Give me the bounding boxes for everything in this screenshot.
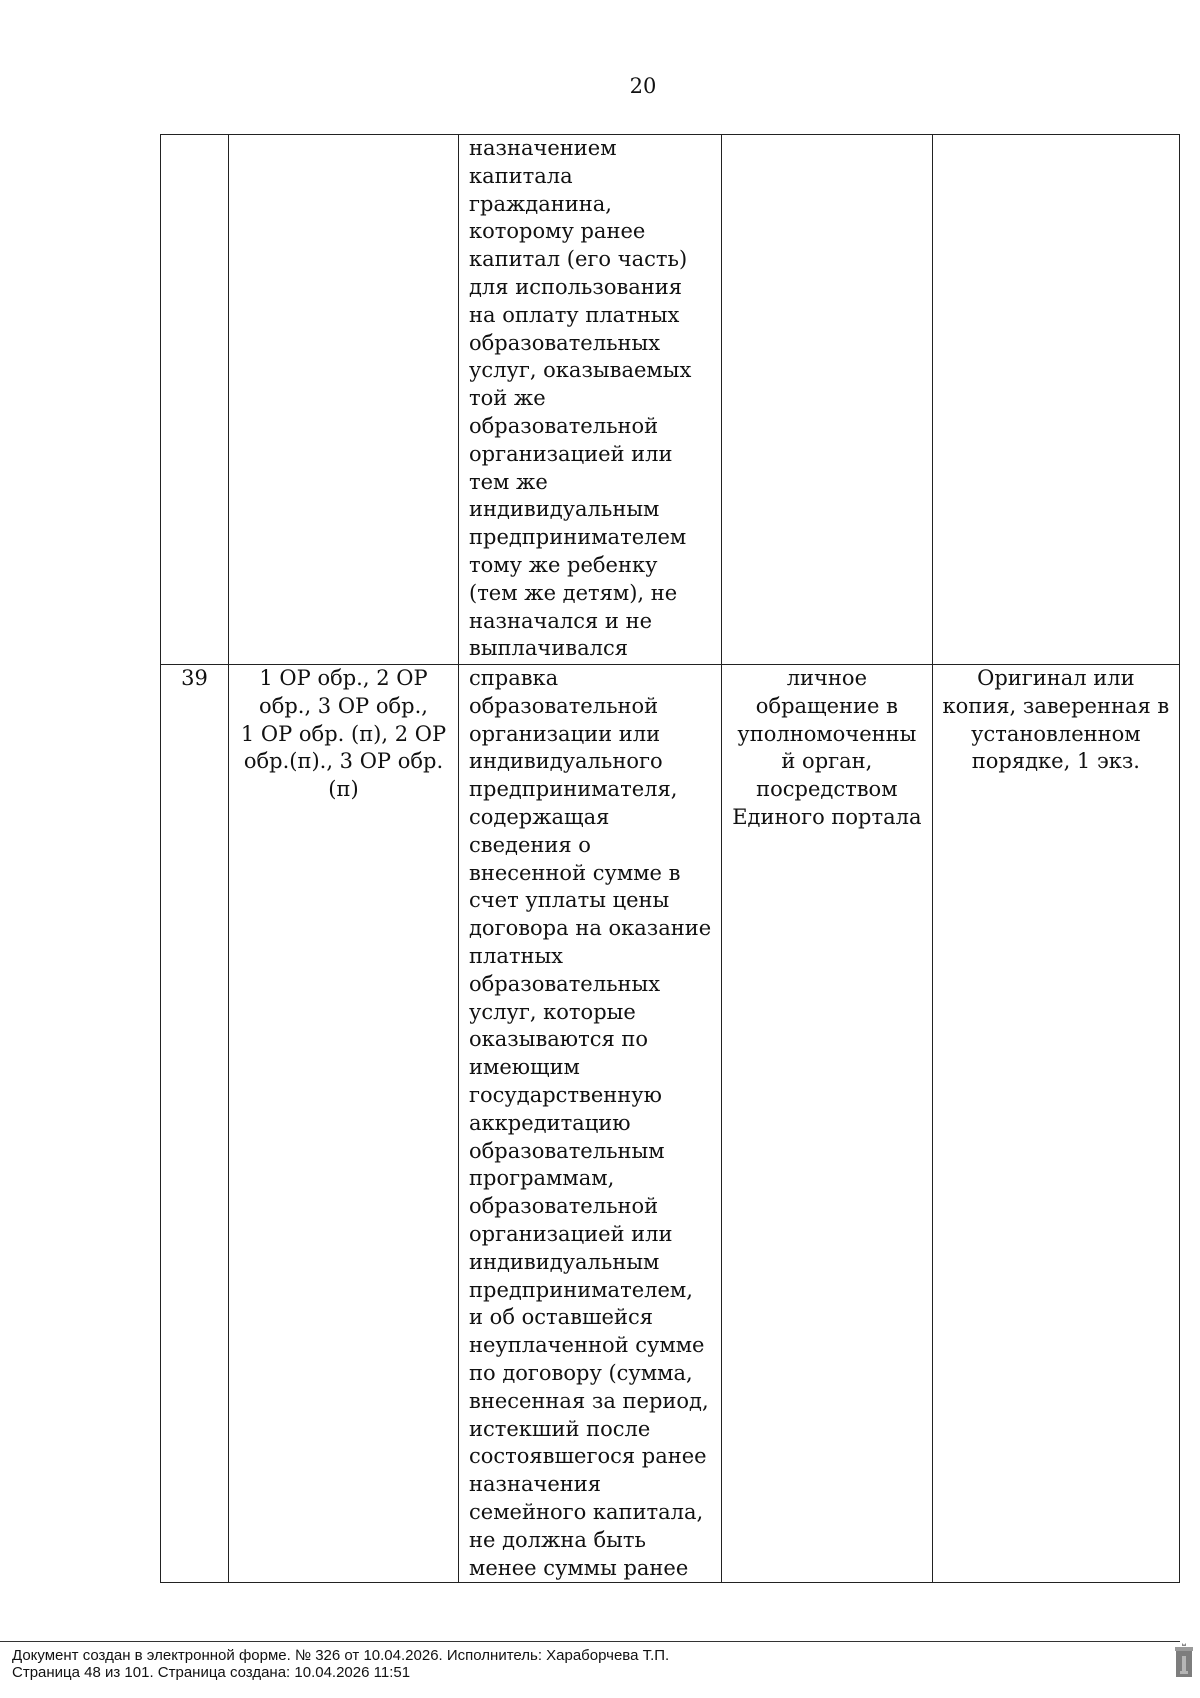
document-text-line: (тем же детям), не [469, 580, 678, 605]
document-text-line: оказываются по [469, 1027, 649, 1052]
document-text-line: семейного капитала, [469, 1499, 704, 1524]
form-text-line: установленном [971, 721, 1141, 746]
footer-line-page: Страница 48 из 101. Страница создана: 10.04.2026 11:51 [12, 1664, 411, 1681]
document-text-line: менее суммы ранее [469, 1555, 689, 1580]
document-text-line: тем же [469, 469, 548, 494]
codes-cell [229, 665, 459, 1583]
document-text-line: капитал (его часть) [469, 247, 688, 272]
submission-method-cell [722, 135, 932, 665]
document-text-line: сведения о [469, 832, 591, 857]
document-text-line: справка [469, 666, 559, 690]
document-text-line: индивидуальным [469, 497, 660, 522]
document-text-line: образовательной [469, 1194, 659, 1219]
document-text-line: по договору (сумма, [469, 1360, 693, 1385]
document-text-line: имеющим [469, 1055, 580, 1080]
document-text-line: индивидуального [469, 749, 663, 774]
table-row [161, 665, 1180, 1583]
document-text-line: содержащая [469, 804, 610, 829]
form-text-line: порядке, 1 экз. [971, 749, 1140, 774]
codes-text-line: обр., 3 ОР обр., [259, 693, 428, 718]
form-text-line: Оригинал или [977, 666, 1135, 690]
document-form-cell [932, 665, 1180, 1583]
document-text-line: образовательной [469, 693, 659, 718]
row-number-cell: 39 [161, 665, 229, 1583]
submission-method-cell [722, 665, 932, 1583]
document-text-line: гражданина, [469, 191, 612, 216]
submission-text-line: личное [786, 666, 867, 690]
document-text-line: внесенная за период, [469, 1388, 709, 1413]
document-text-line: истекший после [469, 1416, 651, 1441]
document-text-line: предпринимателем [469, 525, 687, 550]
table-row [161, 135, 1180, 665]
document-text-line: выплачивался [469, 636, 628, 661]
form-text-line: копия, заверенная в [942, 693, 1170, 718]
document-text-line: государственную [469, 1082, 662, 1107]
document-text-line: образовательным [469, 1138, 665, 1163]
document-text-line: программам, [469, 1166, 615, 1191]
submission-text-line: посредством [756, 777, 898, 802]
document-text-line: не должна быть [469, 1527, 646, 1552]
submission-text-line: уполномоченны [737, 721, 917, 746]
document-text-line: организацией или [469, 441, 673, 466]
document-text-line: назначался и не [469, 608, 653, 633]
row-number-cell [161, 135, 229, 665]
document-text-line: предпринимателя, [469, 777, 678, 802]
document-text-line: организации или [469, 721, 661, 746]
document-text-line: услуг, оказываемых [469, 358, 692, 383]
document-text-line: индивидуальным [469, 1249, 660, 1274]
coat-of-arms-icon [1173, 1642, 1195, 1678]
submission-text-line: Единого портала [732, 804, 922, 829]
footer-line-document: Документ создан в электронной форме. № 326 от 10.04.2026. Исполнитель: Хараборчева Т.П. [12, 1647, 670, 1664]
submission-text-line: й орган, [781, 749, 873, 774]
document-text-line: образовательных [469, 330, 661, 355]
codes-text-line: 1 ОР обр., 2 ОР [259, 666, 428, 690]
document-text-line: на оплату платных [469, 302, 680, 327]
page-number: 20 [629, 74, 657, 98]
document-cell [459, 135, 722, 665]
document-cell [459, 665, 722, 1583]
document-text-line: неуплаченной сумме [469, 1333, 705, 1358]
document-text-line: образовательных [469, 971, 661, 996]
codes-cell [229, 135, 459, 665]
document-text-line: назначения [469, 1472, 602, 1497]
document-text-line: и об оставшейся [469, 1305, 653, 1330]
document-footer [12, 1647, 669, 1681]
codes-text-line: 1 ОР обр. (п), 2 ОР [240, 721, 447, 746]
document-text-line: назначением [469, 136, 617, 160]
document-text-line: платных [469, 943, 564, 968]
document-text-line: аккредитацию [469, 1110, 631, 1135]
submission-text-line: обращение в [755, 693, 898, 718]
document-text-line: образовательной [469, 413, 659, 438]
document-text-line: той же [469, 386, 546, 411]
codes-text-line: (п) [328, 777, 359, 802]
document-text-line: внесенной сумме в [469, 860, 681, 885]
document-text-line: счет уплаты цены [469, 888, 670, 913]
document-form-cell [932, 135, 1180, 665]
documents-table [160, 134, 1180, 1583]
document-text-line: которому ранее [469, 219, 646, 244]
document-text-line: организацией или [469, 1221, 673, 1246]
document-text-line: для использования [469, 274, 683, 299]
footer-divider [0, 1641, 1180, 1642]
document-text-line: капитала [469, 163, 573, 188]
document-text-line: договора на оказание [469, 916, 712, 941]
document-text-line: тому же ребенку [469, 552, 658, 577]
codes-text-line: обр.(п)., 3 ОР обр. [243, 749, 444, 774]
document-text-line: предпринимателем, [469, 1277, 693, 1302]
document-text-line: состоявшегося ранее [469, 1444, 707, 1469]
document-text-line: услуг, которые [469, 999, 636, 1024]
